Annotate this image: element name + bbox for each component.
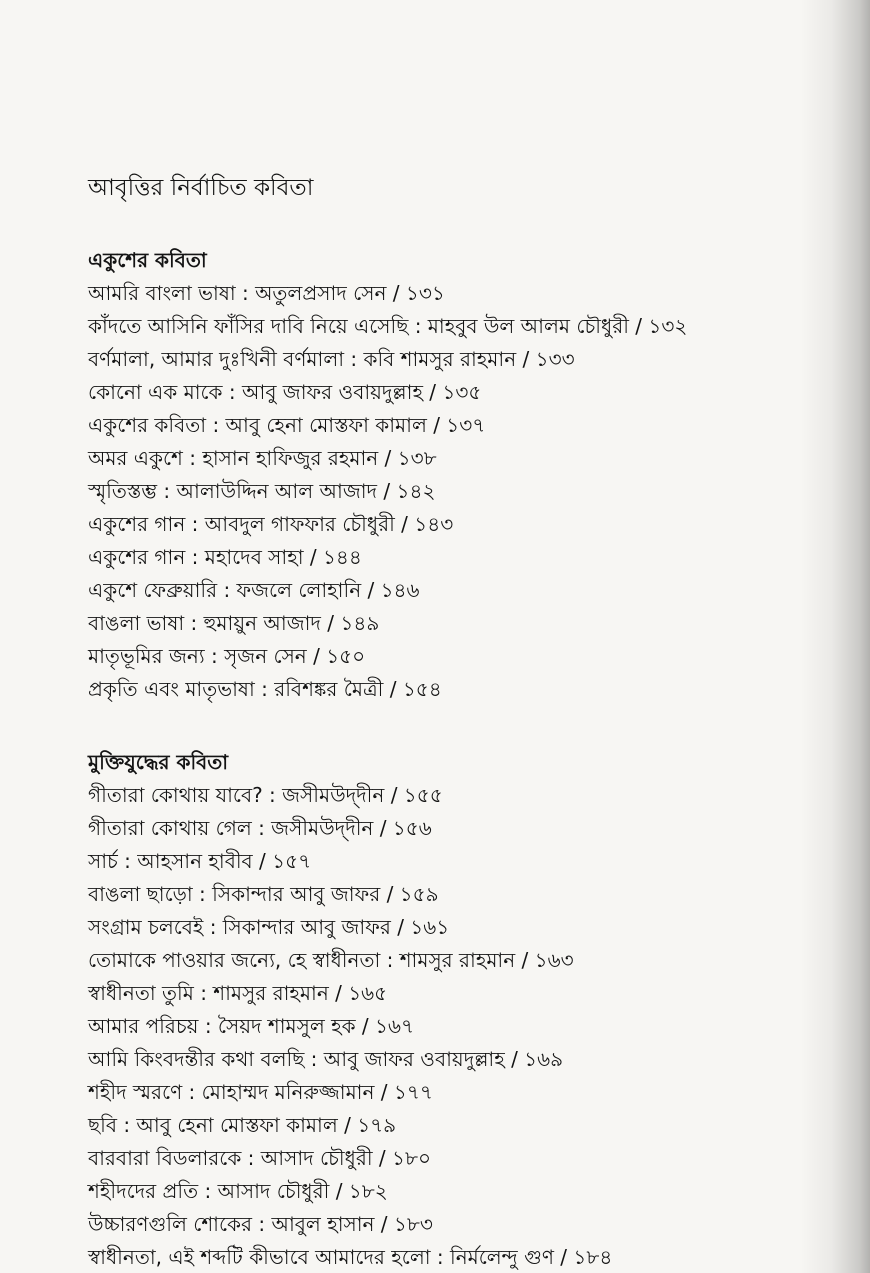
toc-entry: একুশের কবিতা : আবু হেনা মোস্তফা কামাল / ১৩৭ <box>88 413 486 437</box>
toc-entry: স্বাধীনতা তুমি : শামসুর রাহমান / ১৬৫ <box>88 981 388 1005</box>
toc-entry: উচ্চারণগুলি শোকের : আবুল হাসান / ১৮৩ <box>88 1212 433 1236</box>
toc-entry: বারবারা বিডলারকে : আসাদ চৌধুরী / ১৮০ <box>88 1146 431 1170</box>
section-heading: মুক্তিযুদ্ধের কবিতা <box>88 750 229 774</box>
toc-entry: আমি কিংবদন্তীর কথা বলছি : আবু জাফর ওবায়দুল্লাহ / ১৬৯ <box>88 1047 564 1071</box>
poem-list <box>88 277 828 706</box>
toc-entry: মাতৃভূমির জন্য : সৃজন সেন / ১৫০ <box>88 644 366 668</box>
page-title: আবৃত্তির নির্বাচিত কবিতা <box>88 175 314 201</box>
toc-entry: একুশে ফেব্রুয়ারি : ফজলে লোহানি / ১৪৬ <box>88 578 420 602</box>
toc-entry: প্রকৃতি এবং মাতৃভাষা : রবিশঙ্কর মৈত্রী / ১৫৪ <box>88 677 442 701</box>
toc-entry: আমরি বাংলা ভাষা : অতুলপ্রসাদ সেন / ১৩১ <box>88 281 445 305</box>
toc-entry: তোমাকে পাওয়ার জন্যে, হে স্বাধীনতা : শামসুর রাহমান / ১৬৩ <box>88 948 574 972</box>
toc-entry: একুশের গান : আবদুল গাফফার চৌধুরী / ১৪৩ <box>88 512 454 536</box>
toc-entry: আমার পরিচয় : সৈয়দ শামসুল হক / ১৬৭ <box>88 1014 415 1038</box>
toc-entry: গীতারা কোথায় গেল : জসীমউদ্‌দীন / ১৫৬ <box>88 816 432 840</box>
toc-entry: অমর একুশে : হাসান হাফিজুর রহমান / ১৩৮ <box>88 446 437 470</box>
toc-entry: একুশের গান : মহাদেব সাহা / ১৪৪ <box>88 545 362 569</box>
toc-entry: স্বাধীনতা, এই শব্দটি কীভাবে আমাদের হলো : নির্মলেন্দু গুণ / ১৮৪ <box>88 1245 613 1269</box>
toc-entry: সার্চ : আহসান হাবীব / ১৫৭ <box>88 849 312 873</box>
toc-entry: বাঙলা ছাড়ো : সিকান্দার আবু জাফর / ১৫৯ <box>88 882 439 906</box>
toc-entry: শহীদ স্মরণে : মোহাম্মদ মনিরুজ্জামান / ১৭৭ <box>88 1080 433 1104</box>
toc-entry: ছবি : আবু হেনা মোস্তফা কামাল / ১৭৯ <box>88 1113 397 1137</box>
toc-entry: বর্ণমালা, আমার দুঃখিনী বর্ণমালা : কবি শামসুর রাহমান / ১৩৩ <box>88 347 575 371</box>
toc-entry: স্মৃতিস্তম্ভ : আলাউদ্দিন আল আজাদ / ১৪২ <box>88 479 436 503</box>
toc-entry: সংগ্রাম চলবেই : সিকান্দার আবু জাফর / ১৬১ <box>88 915 450 939</box>
section-spacer <box>88 706 828 746</box>
poem-list <box>88 779 828 1273</box>
section-heading: একুশের কবিতা <box>88 248 207 272</box>
section-muktijuddho <box>88 746 828 1273</box>
toc-entry: কোনো এক মাকে : আবু জাফর ওবায়দুল্লাহ / ১৩৫ <box>88 380 482 404</box>
toc-entry: বাঙলা ভাষা : হুমায়ুন আজাদ / ১৪৯ <box>88 611 380 635</box>
toc-entry: গীতারা কোথায় যাবে? : জসীমউদ্‌দীন / ১৫৫ <box>88 783 443 807</box>
table-of-contents <box>88 172 828 1273</box>
section-ekushe <box>88 244 828 706</box>
toc-entry: শহীদদের প্রতি : আসাদ চৌধুরী / ১৮২ <box>88 1179 388 1203</box>
toc-entry: কাঁদতে আসিনি ফাঁসির দাবি নিয়ে এসেছি : মাহবুব উল আলম চৌধুরী / ১৩২ <box>88 314 688 338</box>
